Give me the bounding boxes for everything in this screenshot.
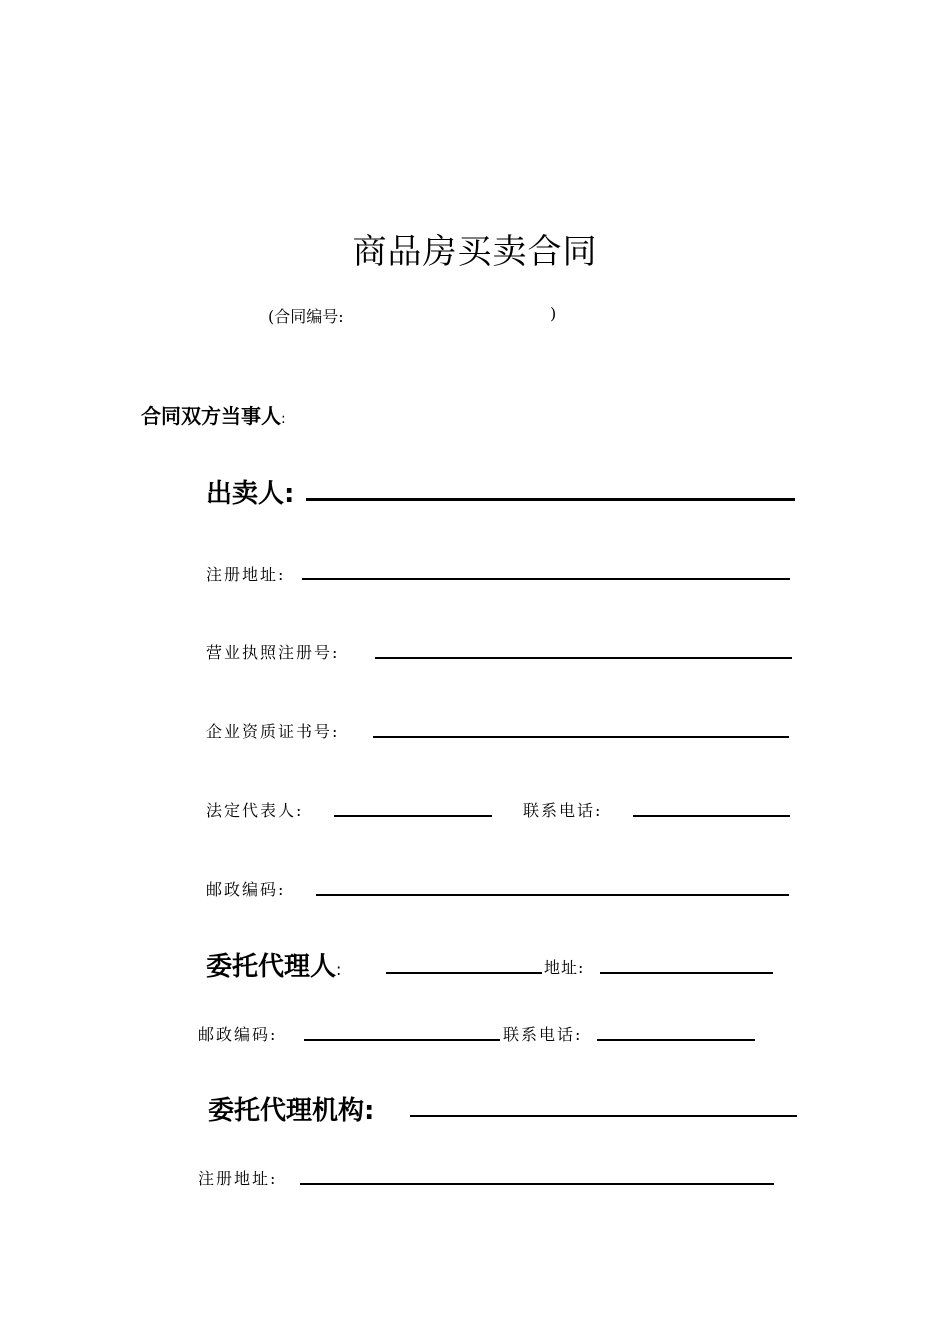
agent-person-label: [206, 946, 341, 983]
seller-phone-label: 联系电话:: [523, 801, 603, 820]
agent-person-postal-code-field[interactable]: [304, 1039, 500, 1041]
agent-org-label: 委托代理机构:: [208, 1096, 375, 1126]
seller-phone-field[interactable]: [633, 815, 790, 817]
seller-qualification-cert-label: 企业资质证书号:: [206, 722, 340, 741]
seller-postal-code-label: 邮政编码:: [206, 880, 286, 899]
agent-person-label-colon: :: [336, 960, 342, 979]
agent-person-postal-code-label: 邮政编码:: [198, 1025, 278, 1044]
contract-number-open: (合同编号:: [268, 307, 344, 326]
agent-person-phone-field[interactable]: [597, 1039, 755, 1041]
seller-registered-address-field[interactable]: [302, 578, 790, 580]
seller-registered-address-label: 注册地址:: [206, 565, 286, 584]
agent-org-name-field[interactable]: [410, 1115, 797, 1117]
seller-postal-code-field[interactable]: [316, 894, 789, 896]
agent-org-registered-address-field[interactable]: [300, 1183, 774, 1185]
agent-person-address-label: 地址:: [544, 958, 585, 977]
parties-heading: [141, 400, 286, 429]
agent-person-address-field[interactable]: [600, 972, 773, 974]
seller-legal-rep-label: 法定代表人:: [206, 801, 304, 820]
seller-legal-rep-field[interactable]: [334, 815, 492, 817]
parties-heading-text: 合同双方当事人: [141, 404, 281, 428]
seller-business-license-field[interactable]: [375, 657, 792, 659]
agent-person-name-field[interactable]: [386, 972, 542, 974]
agent-org-registered-address-label: 注册地址:: [198, 1169, 278, 1188]
document-title: 商品房买卖合同: [352, 232, 598, 272]
contract-number-close: ): [550, 304, 557, 323]
seller-qualification-cert-field[interactable]: [373, 736, 789, 738]
agent-person-label-text: 委托代理人: [206, 952, 337, 982]
parties-heading-colon: :: [281, 411, 286, 427]
seller-business-license-label: 营业执照注册号:: [206, 643, 340, 662]
seller-label: 出卖人:: [206, 479, 295, 509]
seller-name-field[interactable]: [306, 498, 795, 501]
agent-person-phone-label: 联系电话:: [503, 1025, 583, 1044]
